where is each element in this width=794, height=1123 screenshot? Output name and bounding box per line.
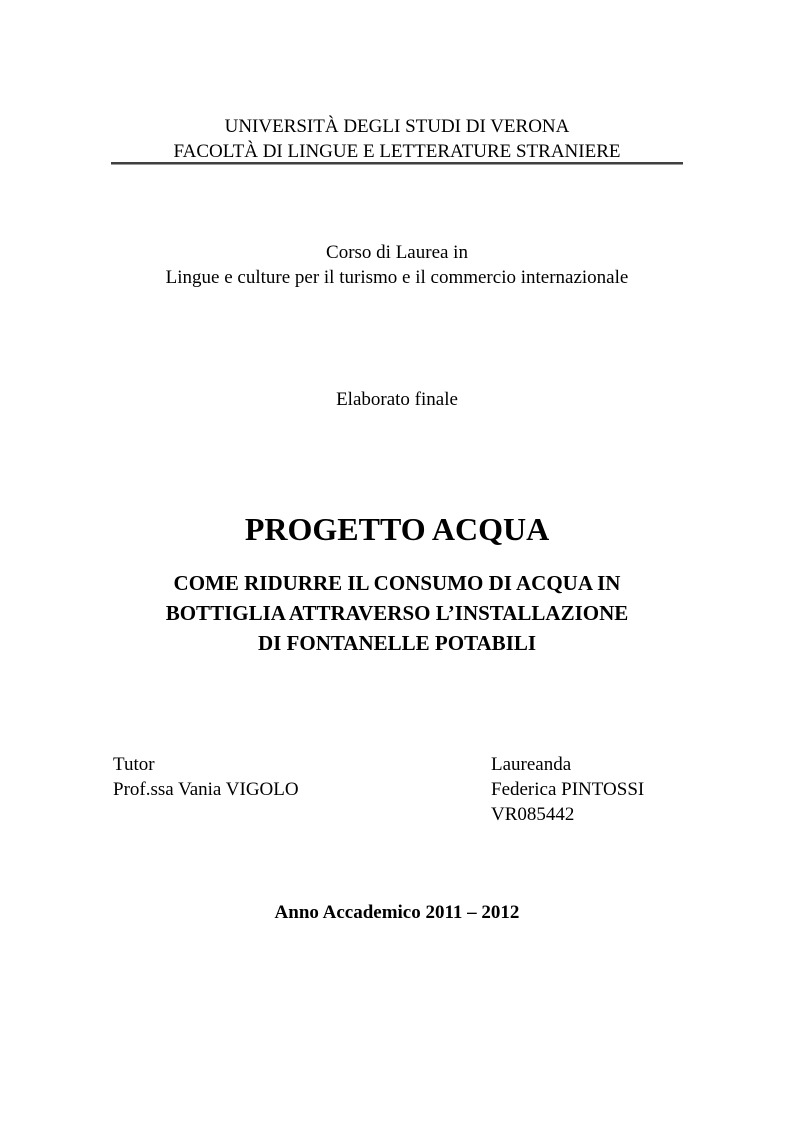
student-name: Federica PINTOSSI <box>491 779 645 800</box>
course-label: Corso di Laurea in <box>326 242 468 263</box>
document-type: Elaborato finale <box>336 389 458 410</box>
tutor-label: Tutor <box>113 754 155 775</box>
thesis-subtitle-line-2: BOTTIGLIA ATTRAVERSO L’INSTALLAZIONE <box>165 601 629 625</box>
university-name: UNIVERSITÀ DEGLI STUDI DI VERONA <box>224 116 570 137</box>
header-rule <box>111 162 683 164</box>
thesis-title: PROGETTO ACQUA <box>244 511 550 547</box>
tutor-name: Prof.ssa Vania VIGOLO <box>113 779 299 800</box>
faculty-name: FACOLTÀ DI LINGUE E LETTERATURE STRANIERE <box>173 141 621 162</box>
course-name: Lingue e culture per il turismo e il commercio internazionale <box>165 267 629 288</box>
academic-year: Anno Accademico 2011 – 2012 <box>274 902 520 923</box>
student-id: VR085442 <box>491 804 575 825</box>
thesis-subtitle-line-1: COME RIDURRE IL CONSUMO DI ACQUA IN <box>173 571 621 595</box>
thesis-subtitle-line-3: DI FONTANELLE POTABILI <box>257 631 537 655</box>
student-label: Laureanda <box>491 754 572 775</box>
